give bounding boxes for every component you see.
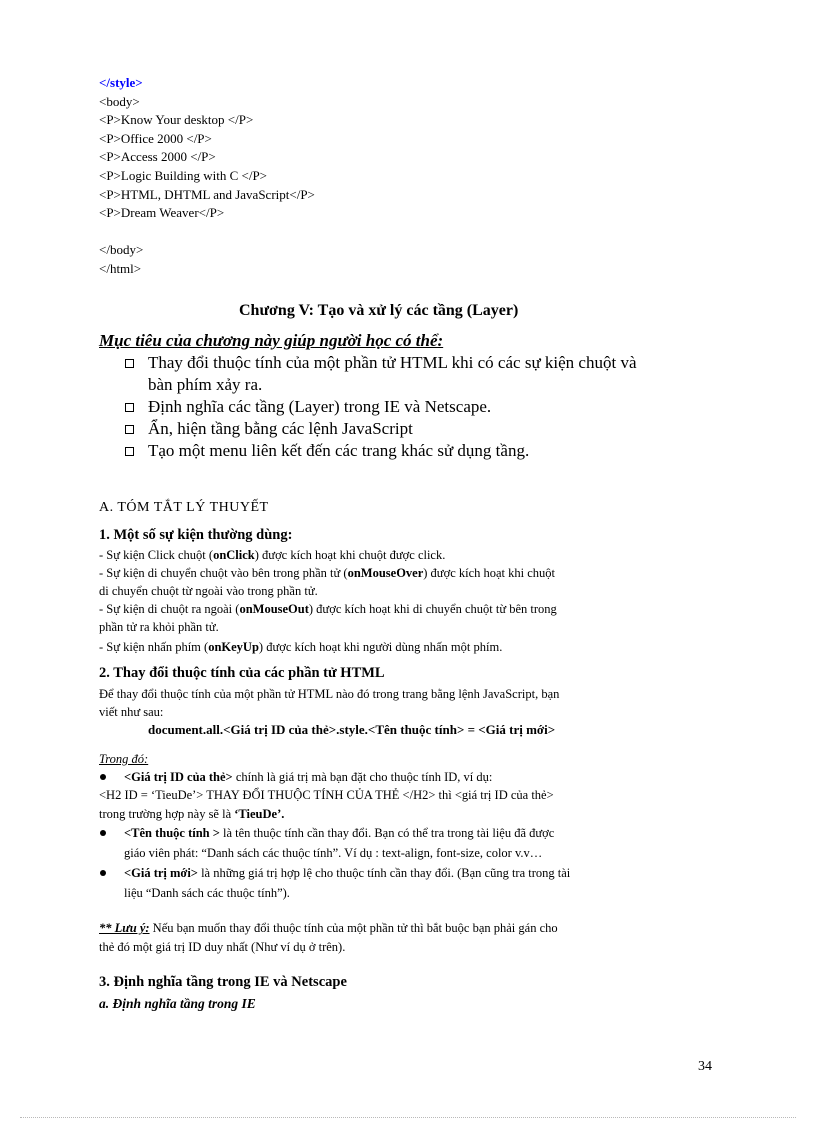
code-line: </body> xyxy=(99,242,144,258)
page-number: 34 xyxy=(698,1059,712,1074)
subsection-heading: 2. Thay đổi thuộc tính của các phần tử HTML xyxy=(99,665,385,681)
text-run: - Sự kiện Click chuột ( xyxy=(99,548,214,562)
code-line: <P>Know Your desktop </P> xyxy=(99,112,254,128)
note-line xyxy=(99,919,558,937)
objective-item: Thay đổi thuộc tính của một phần tử HTML khi có các sự kiện chuột và xyxy=(148,353,637,372)
code-line: </html> xyxy=(99,260,142,276)
paragraph-line: viết như sau: xyxy=(99,705,164,719)
bullet-text-continued: liệu “Danh sách các thuộc tính”). xyxy=(124,886,290,900)
text-run: Nếu bạn muốn thay đổi thuộc tính của một phần tử thì bắt buộc bạn phải gán cho xyxy=(149,921,558,935)
where-label: Trong đó: xyxy=(99,752,149,766)
code-line: <P>Access 2000 </P> xyxy=(99,149,216,165)
text-run: chính là giá trị mà bạn đặt cho thuộc tính ID, ví dụ: xyxy=(232,770,493,784)
text-run: - Sự kiện di chuột ra ngoài ( xyxy=(99,602,240,616)
term: ‘TieuDe’. xyxy=(234,807,285,821)
paragraph-line xyxy=(99,638,502,656)
code-line: <P>HTML, DHTML and JavaScript</P> xyxy=(99,186,315,202)
subsection-heading: 1. Một số sự kiện thường dùng: xyxy=(99,527,293,543)
text-run: là những giá trị hợp lệ cho thuộc tính cần thay đổi. (Bạn cũng tra trong tài xyxy=(197,866,571,880)
paragraph-line: phần tử ra khỏi phần tử. xyxy=(99,620,219,634)
round-bullet-icon xyxy=(100,774,106,780)
bullet-text-continued xyxy=(99,805,284,823)
bullet-text xyxy=(124,824,554,842)
text-run: ) được kích hoạt khi chuột được click. xyxy=(254,548,446,562)
section-heading: A. TÓM TẮT LÝ THUYẾT xyxy=(99,500,269,515)
objectives-heading: Mục tiêu của chương này giúp người học có thể: xyxy=(99,331,444,350)
text-run: ) được kích hoạt khi chuột xyxy=(423,566,556,580)
style-close-tag: </style> xyxy=(99,75,143,90)
square-bullet-icon xyxy=(125,447,134,456)
code-listing xyxy=(99,74,315,279)
paragraph-line: Để thay đổi thuộc tính của một phần tử HTML nào đó trong trang bằng lệnh JavaScript, bạn xyxy=(99,687,560,701)
objective-item: Ẩn, hiện tầng bằng các lệnh JavaScript xyxy=(148,419,413,438)
code-line: <P>Office 2000 </P> xyxy=(99,130,212,146)
event-name: onMouseOver xyxy=(347,566,424,580)
bullet-text-continued: giáo viên phát: “Danh sách các thuộc tính”. Ví dụ : text-align, font-size, color v.v… xyxy=(124,846,543,860)
term: <Giá trị ID của thẻ> xyxy=(124,770,233,784)
text-run: - Sự kiện di chuyển chuột vào bên trong phần tử ( xyxy=(99,566,348,580)
square-bullet-icon xyxy=(125,359,134,368)
square-bullet-icon xyxy=(125,425,134,434)
code-line: <P>Logic Building with C </P> xyxy=(99,167,268,183)
chapter-title: Chương V: Tạo và xử lý các tầng (Layer) xyxy=(239,302,519,319)
round-bullet-icon xyxy=(100,830,106,836)
bullet-text-continued: <H2 ID = ‘TieuDe’> THAY ĐỔI THUỘC TÍNH CỦA THẺ </H2> thì <giá trị ID của thẻ> xyxy=(99,788,554,802)
event-name: onMouseOut xyxy=(239,602,309,616)
term: <Tên thuộc tính > xyxy=(124,826,220,840)
objective-item: Định nghĩa các tầng (Layer) trong IE và Netscape. xyxy=(148,397,492,416)
page-bottom-divider xyxy=(20,1117,796,1118)
paragraph-line xyxy=(99,546,445,564)
text-run: trong trường hợp này sẽ là xyxy=(99,807,235,821)
objective-item-continued: bàn phím xảy ra. xyxy=(148,375,263,394)
subsection-subheading: a. Định nghĩa tầng trong IE xyxy=(99,996,256,1011)
event-name: onClick xyxy=(213,548,255,562)
bullet-text xyxy=(124,864,570,882)
code-line xyxy=(99,223,315,242)
bullet-text xyxy=(124,768,492,786)
paragraph-line xyxy=(99,600,557,618)
square-bullet-icon xyxy=(125,403,134,412)
round-bullet-icon xyxy=(100,870,106,876)
text-run: - Sự kiện nhấn phím ( xyxy=(99,640,209,654)
event-name: onKeyUp xyxy=(208,640,259,654)
text-run: ) được kích hoạt khi người dùng nhấn một phím. xyxy=(258,640,503,654)
formula-line: document.all.<Giá trị ID của thẻ>.style.<Tên thuộc tính> = <Giá trị mới> xyxy=(148,722,556,737)
text-run: ) được kích hoạt khi di chuyển chuột từ bên trong xyxy=(308,602,557,616)
paragraph-line xyxy=(99,564,555,582)
note-line: thẻ đó một giá trị ID duy nhất (Như ví dụ ở trên). xyxy=(99,940,346,954)
code-line: <P>Dream Weaver</P> xyxy=(99,205,225,221)
objective-item: Tạo một menu liên kết đến các trang khác sử dụng tầng. xyxy=(148,441,530,460)
code-line: <body> xyxy=(99,93,140,109)
subsection-heading: 3. Định nghĩa tầng trong IE và Netscape xyxy=(99,974,347,990)
paragraph-line: di chuyển chuột từ ngoài vào trong phần tử. xyxy=(99,584,318,598)
term: <Giá trị mới> xyxy=(124,866,198,880)
note-label: ** Lưu ý: xyxy=(99,921,150,935)
text-run: là tên thuộc tính cần thay đổi. Bạn có thể tra trong tài liệu đã được xyxy=(219,826,555,840)
